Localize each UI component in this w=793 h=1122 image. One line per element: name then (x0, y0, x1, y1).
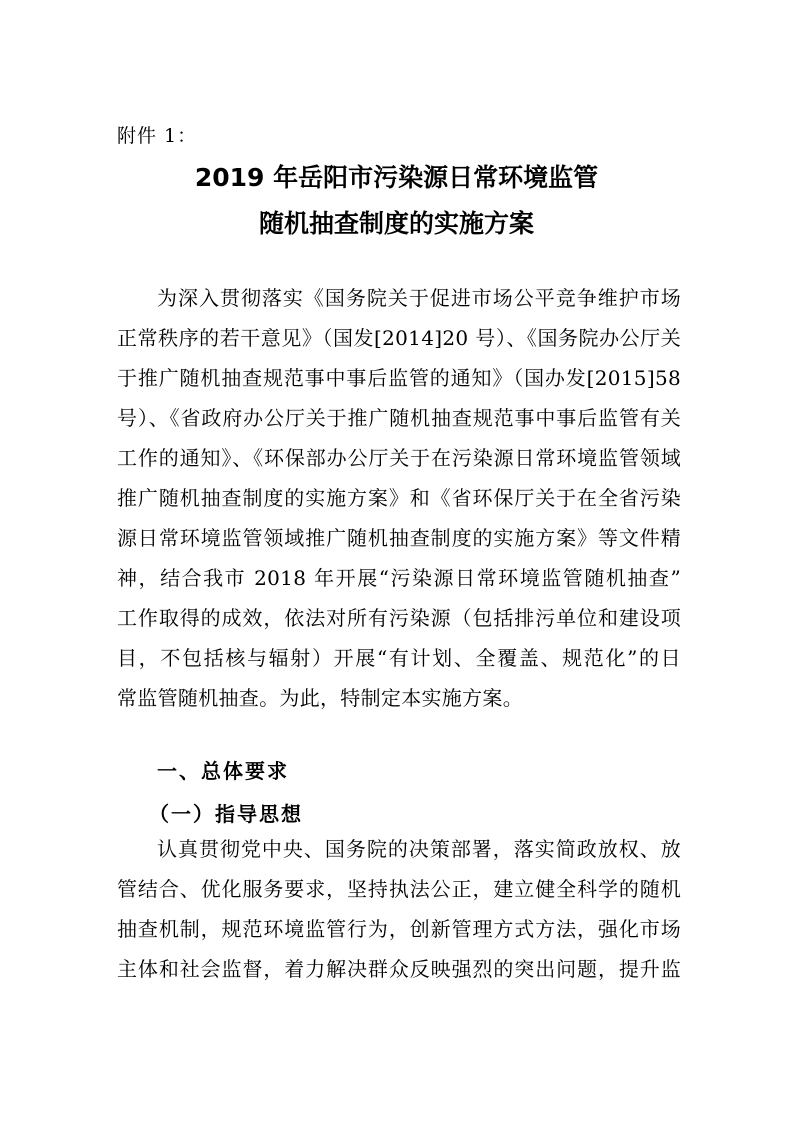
paragraph-line: 抽查机制，规范环境监管行为，创新管理方式方法，强化市场 (117, 917, 681, 941)
attachment-label: 附件 1： (117, 125, 198, 147)
paragraph-line: 目，不包括核与辐射）开展“有计划、全覆盖、规范化”的日 (117, 646, 681, 670)
subsection-heading-guiding-ideology: （一）指导思想 (149, 802, 303, 826)
guiding-ideology-paragraph (117, 829, 681, 989)
paragraph-line: 号）、《省政府办公厅关于推广随机抽查规范事中事后监管有关 (117, 406, 681, 430)
document-title-line-1: 2019 年岳阳市污染源日常环境监管 (194, 163, 599, 192)
document-title-line-2: 随机抽查制度的实施方案 (258, 209, 534, 238)
paragraph-line: 主体和社会监督，着力解决群众反映强烈的突出问题，提升监 (117, 957, 681, 981)
intro-paragraph (117, 278, 681, 718)
paragraph-line: 推广随机抽查制度的实施方案》和《省环保厅关于在全省污染 (117, 486, 681, 510)
paragraph-line: 神，结合我市 2018 年开展“污染源日常环境监管随机抽查” (117, 566, 681, 590)
paragraph-line: 源日常环境监管领域推广随机抽查制度的实施方案》等文件精 (117, 526, 681, 550)
paragraph-line: 常监管随机抽查。为此，特制定本实施方案。 (117, 686, 523, 710)
section-heading-general-requirements: 一、总体要求 (157, 759, 289, 783)
paragraph-line: 管结合、优化服务要求，坚持执法公正，建立健全科学的随机 (117, 877, 681, 901)
paragraph-line: 工作的通知》、《环保部办公厅关于在污染源日常环境监管领域 (117, 446, 681, 470)
paragraph-line: 正常秩序的若干意见》（国发[2014]20 号）、《国务院办公厅关 (117, 326, 681, 350)
paragraph-line: 认真贯彻党中央、国务院的决策部署，落实简政放权、放 (157, 837, 681, 861)
paragraph-line: 于推广随机抽查规范事中事后监管的通知》（国办发[2015]58 (117, 366, 681, 390)
paragraph-line: 为深入贯彻落实《国务院关于促进市场公平竞争维护市场 (157, 286, 681, 310)
paragraph-line: 工作取得的成效，依法对所有污染源（包括排污单位和建设项 (117, 606, 681, 630)
